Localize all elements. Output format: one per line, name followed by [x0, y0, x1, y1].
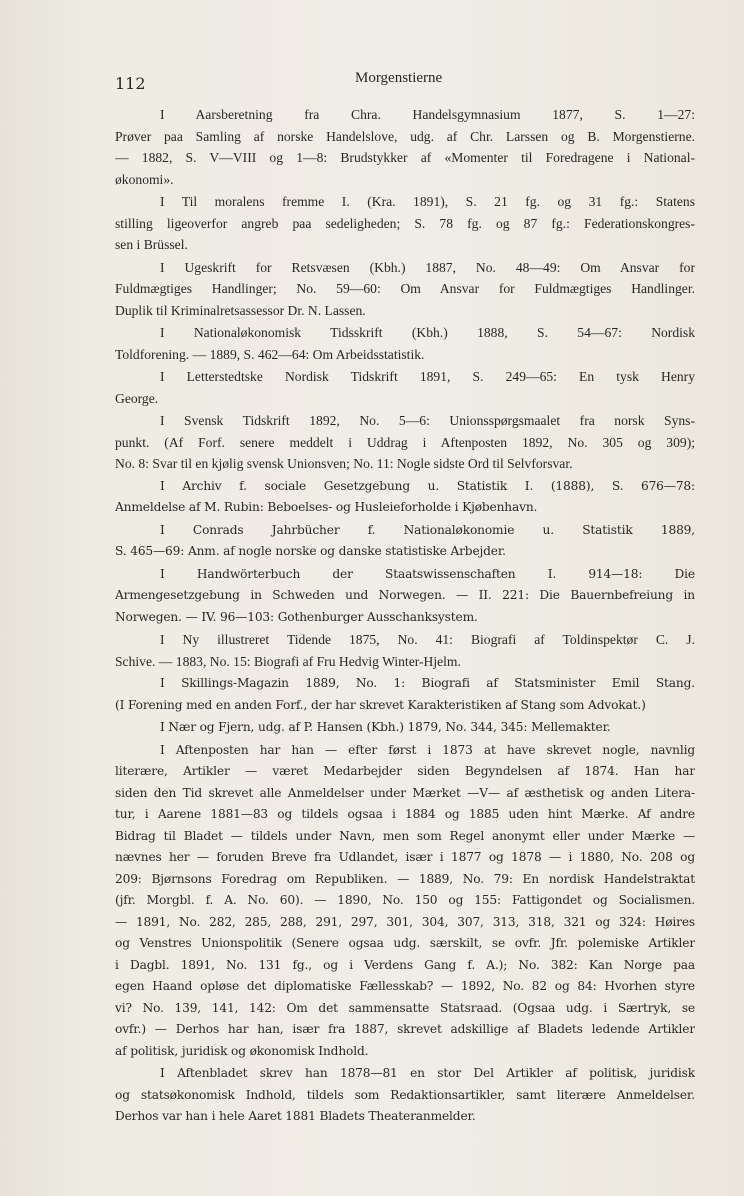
entry-line: 209: Bjørnsons Foredrag om Republiken. — 1889, No. 79: En nordisk Handelstraktat: [115, 871, 695, 886]
entry-line: Anmeldelse af M. Rubin: Beboelses- og Husleieforholde i Kjøbenhavn.: [115, 500, 538, 514]
running-head: Morgenstierne: [355, 70, 443, 86]
entry-line: Norwegen. — IV. 96—103: Gothenburger Ausschanksystem.: [115, 609, 478, 624]
entry-line: Armengesetzgebung in Schweden und Norwegen. — II. 221: Die Bauernbefreiung in: [115, 588, 695, 602]
entry-line: I Til moralens fremme I. (Kra. 1891), S. 21 fg. og 31 fg.: Statens: [160, 194, 695, 209]
entry-line: (jfr. Morgbl. f. A. No. 60). — 1890, No. 150 og 155: Fattigondet og Socialismen.: [115, 893, 695, 907]
entry-line: literære, Artikler — været Medarbejder siden Begyndelsen af 1874. Han har: [115, 764, 695, 778]
bibliography-entry: [115, 104, 695, 190]
entry-line: Bidrag til Bladet — tildels under Navn, men som Regel anonymt eller under Mærke —: [115, 828, 695, 843]
entry-line: George.: [115, 390, 159, 406]
entry-line: Schive. — 1883, No. 15: Biografi af Fru Hedvig Winter-Hjelm.: [115, 653, 461, 669]
entry-line: I Ugeskrift for Retsvæsen (Kbh.) 1887, No. 48—49: Om Ansvar for: [160, 259, 695, 275]
entry-line: stilling ligeoverfor angreb paa sedeligheden; S. 78 fg. og 87 fg.: Federationskongres-: [115, 215, 695, 231]
entry-line: I Svensk Tidskrift 1892, No. 5—6: Unionsspørgsmaalet fra norsk Syns-: [160, 413, 695, 428]
entry-line: I Aftenposten har han — efter først i 1873 at have skrevet nogle, navnlig: [160, 742, 695, 757]
bibliography-entry: [115, 564, 695, 629]
entry-line: Prøver paa Samling af norske Handelslove, udg. af Chr. Larssen og B. Morgenstierne.: [115, 128, 695, 144]
bibliography-entry: [115, 629, 695, 672]
entry-line: I Aftenbladet skrev han 1878—81 en stor Del Artikler af politisk, juridisk: [160, 1066, 695, 1080]
entry-line: af politisk, juridisk og økonomisk Indhold.: [115, 1043, 369, 1058]
entry-line: — 1882, S. V—VIII og 1—8: Brudstykker af «Momenter til Foredragene i National-: [115, 150, 695, 165]
entry-line: Derhos var han i hele Aaret 1881 Bladets Theateranmelder.: [115, 1109, 476, 1123]
entry-line: økonomi».: [115, 171, 174, 187]
bibliography-entry: [115, 520, 695, 563]
entry-line: siden den Tid skrevet alle Anmeldelser under Mærket —V— af æsthetisk og anden Litera-: [115, 785, 695, 800]
bibliography-entry: [115, 476, 695, 519]
entry-line: No. 8: Svar til en kjølig svensk Unionsven; No. 11: Nogle sidste Ord til Selvforsvar.: [115, 456, 573, 471]
bibliography-entry: [115, 410, 695, 475]
bibliography-entry: [115, 322, 695, 365]
entry-line: Duplik til Kriminalretsassessor Dr. N. Lassen.: [115, 302, 366, 318]
entry-line: Fuldmægtiges Handlinger; No. 59—60: Om Ansvar for Fuldmægtiges Handlinger.: [115, 281, 695, 296]
entry-line: nævnes her — foruden Breve fra Udlandet, især i 1877 og 1878 — i 1880, No. 208 og: [115, 850, 695, 864]
entry-line: I Archiv f. sociale Gesetzgebung u. Statistik I. (1888), S. 676—78:: [160, 478, 695, 493]
entry-line: Toldforening. — 1889, S. 462—64: Om Arbeidsstatistik.: [115, 346, 425, 362]
bibliography-entry: [115, 740, 695, 1063]
entry-line: I Aarsberetning fra Chra. Handelsgymnasium 1877, S. 1—27:: [160, 107, 695, 122]
entry-line: sen i Brüssel.: [115, 237, 188, 252]
bibliography-entry: [115, 1063, 695, 1128]
bibliography-entry: [115, 673, 695, 716]
entry-line: (I Forening med en anden Forf., der har skrevet Karakteristiken af Stang som Advokat.): [115, 697, 646, 712]
entry-line: — 1891, No. 282, 285, 288, 291, 297, 301, 304, 307, 313, 318, 321 og 324: Høires: [115, 914, 695, 929]
entry-line: vi? No. 139, 141, 142: Om det sammensatte Statsraad. (Ogsaa udg. i Særtryk, se: [115, 1000, 695, 1015]
bibliography-entry: [115, 191, 695, 256]
entry-line: tur, i Aarene 1881—83 og tildels ogsaa i 1884 og 1885 uden hint Mærke. Af andre: [115, 807, 695, 821]
entry-line: egen Haand opløse det diplomatiske Fællesskab? — 1892, No. 82 og 84: Hvorhen styre: [115, 979, 695, 993]
entry-line: og Venstres Unionspolitik (Senere ogsaa udg. særskilt, se ovfr. Jfr. polemiske Artikler: [115, 936, 695, 950]
entry-line: I Nationaløkonomisk Tidsskrift (Kbh.) 1888, S. 54—67: Nordisk: [160, 325, 695, 340]
entry-line: I Ny illustreret Tidende 1875, No. 41: Biografi af Toldinspektør C. J.: [160, 632, 695, 647]
entry-line: S. 465—69: Anm. af nogle norske og danske statistiske Arbejder.: [115, 544, 506, 558]
entry-line: i Dagbl. 1891, No. 131 fg., og i Verdens Gang f. A.); No. 382: Kan Norge paa: [115, 957, 695, 972]
entry-line: ovfr.) — Derhos har han, især fra 1887, skrevet adskillige af Bladets ledende Artikler: [115, 1022, 695, 1036]
bibliography-entry: [115, 366, 695, 409]
entry-line: I Conrads Jahrbücher f. Nationaløkonomie u. Statistik 1889,: [160, 522, 695, 537]
entry-line: og statsøkonomisk Indhold, tildels som Redaktionsartikler, samt literære Anmeldelser.: [115, 1087, 695, 1102]
bibliography-entry: [115, 717, 695, 739]
page-number: 112: [115, 74, 146, 93]
entry-line: I Letterstedtske Nordisk Tidskrift 1891, S. 249—65: En tysk Henry: [160, 369, 695, 384]
bibliography-body: [115, 104, 695, 1129]
entry-line: punkt. (Af Forf. senere meddelt i Uddrag i Aftenposten 1892, No. 305 og 309);: [115, 434, 695, 450]
bibliography-entry: [115, 257, 695, 322]
entry-line: I Handwörterbuch der Staatswissenschaften I. 914—18: Die: [160, 566, 695, 581]
page-header: [115, 70, 695, 96]
entry-line: I Skillings-Magazin 1889, No. 1: Biografi af Statsminister Emil Stang.: [160, 676, 695, 690]
entry-line: I Nær og Fjern, udg. af P. Hansen (Kbh.) 1879, No. 344, 345: Mellemakter.: [160, 720, 611, 734]
